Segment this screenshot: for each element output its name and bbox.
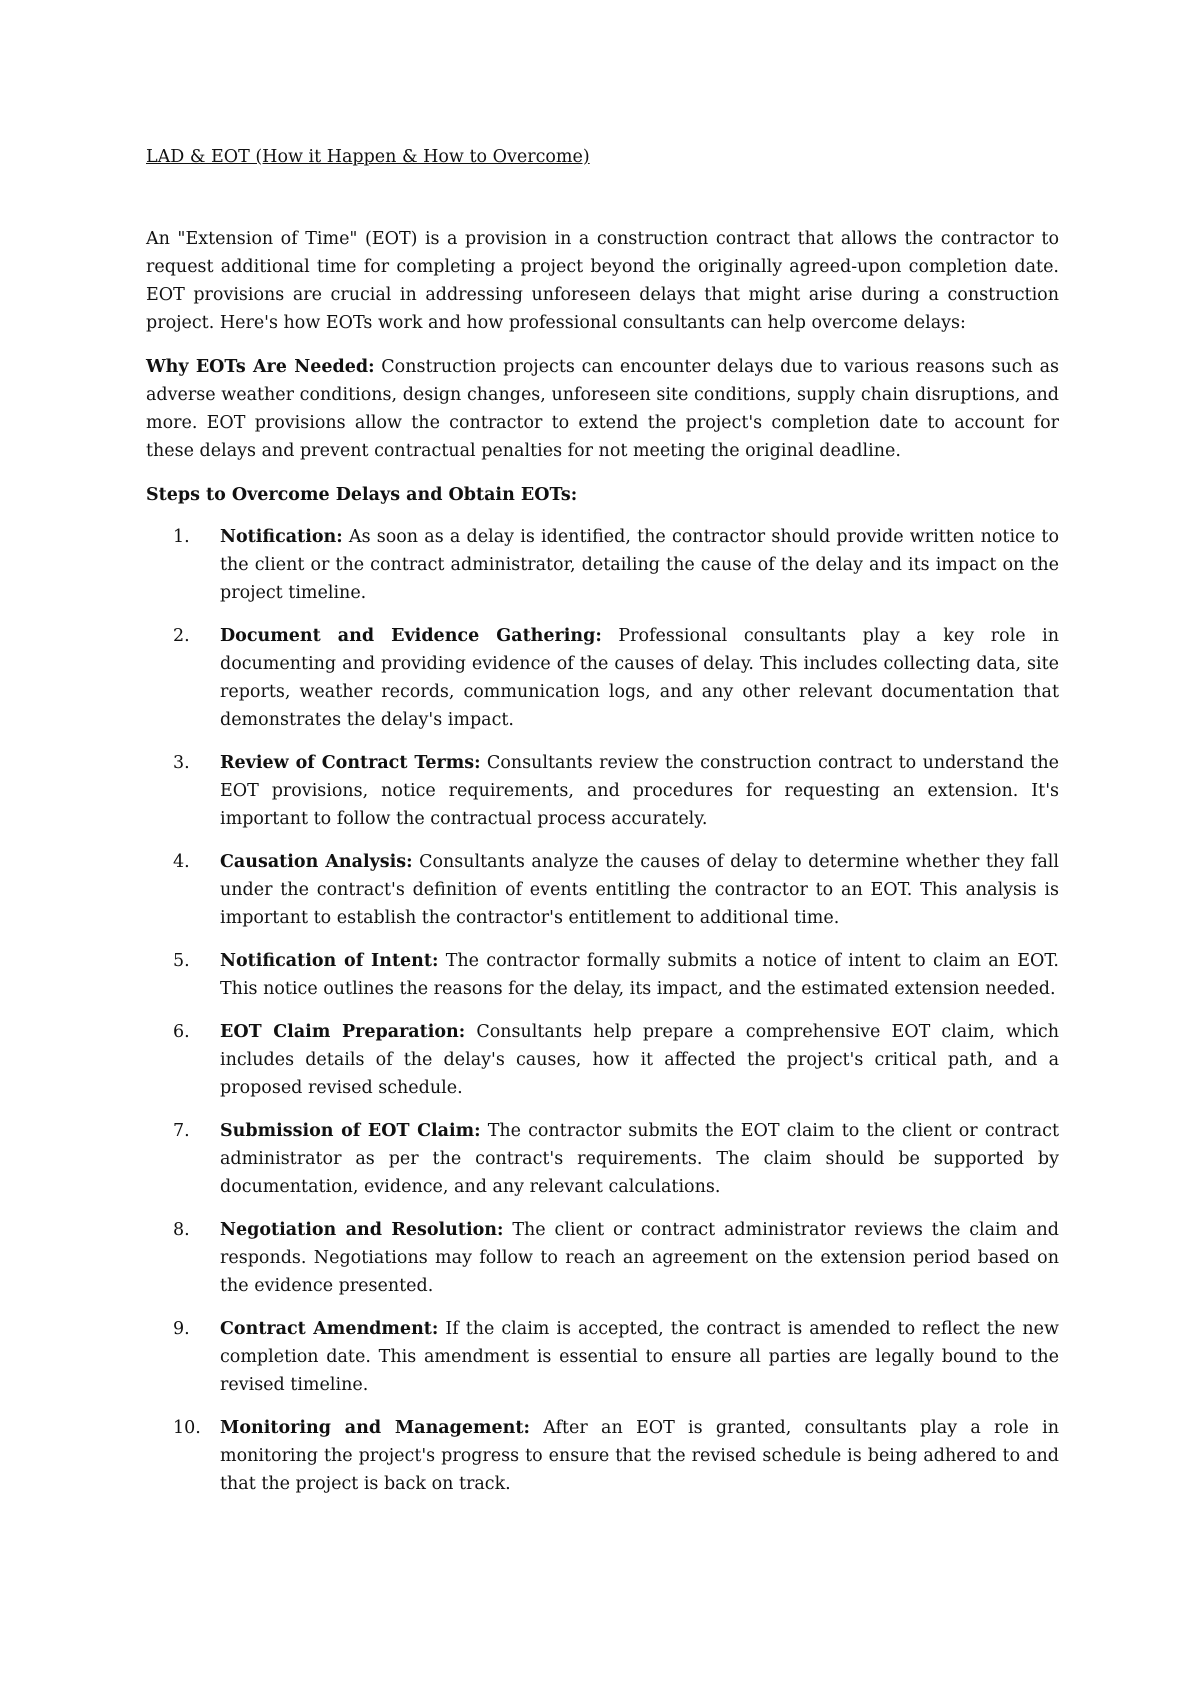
- step-text: Consultants review the construction contract to understand the EOT provisions, notice requirements, and procedures for requesting an extension. It's important to follow the contractual process accurately.: [220, 753, 1059, 829]
- step-item: [146, 848, 1059, 932]
- step-lead: Document and Evidence Gathering:: [220, 626, 602, 646]
- step-number: 4.: [173, 852, 190, 872]
- step-text: After an EOT is granted, consultants play a role in monitoring the project's progress to ensure that the revised schedule is being adhered to and that the project is back on track.: [220, 1418, 1060, 1494]
- step-lead: Notification:: [220, 527, 343, 547]
- step-text: The client or contract administrator reviews the claim and responds. Negotiations may follow to reach an agreement on the extension period based on the evidence presented.: [220, 1220, 1059, 1296]
- step-text: Professional consultants play a key role in documenting and providing evidence of the causes of delay. This includes collecting data, site reports, weather records, communication logs, and any other relevant documentation that demonstrates the delay's impact.: [220, 626, 1059, 730]
- intro-paragraph: An "Extension of Time" (EOT) is a provision in a construction contract that allows the contractor to request additional time for completing a project beyond the originally agreed-upon completion date. EOT provisions are crucial in addressing unforeseen delays that might arise during a construction project. Here's how EOTs work and how professional consultants can help overcome delays:: [146, 229, 1059, 333]
- step-item: [146, 622, 1059, 734]
- step-item: [146, 749, 1059, 833]
- why-eots-heading: Why EOTs Are Needed:: [146, 357, 375, 377]
- document-title: LAD & EOT (How it Happen & How to Overcome): [146, 147, 590, 167]
- step-item: [146, 1216, 1059, 1300]
- document-body: [146, 143, 1059, 1513]
- step-lead: Submission of EOT Claim:: [220, 1121, 481, 1141]
- steps-heading: Steps to Overcome Delays and Obtain EOTs:: [146, 485, 578, 505]
- step-text: Consultants analyze the causes of delay to determine whether they fall under the contract's definition of events entitling the contractor to an EOT. This analysis is important to establish the contractor's entitlement to additional time.: [220, 852, 1059, 928]
- step-item: [146, 1315, 1059, 1399]
- steps-list: [146, 523, 1059, 1498]
- step-number: 5.: [173, 951, 190, 971]
- step-lead: Monitoring and Management:: [220, 1418, 530, 1438]
- step-number: 3.: [173, 753, 190, 773]
- step-number: 8.: [173, 1220, 190, 1240]
- step-number: 1.: [173, 527, 190, 547]
- step-text: As soon as a delay is identified, the contractor should provide written notice to the client or the contract administrator, detailing the cause of the delay and its impact on the project timeline.: [220, 527, 1059, 603]
- step-item: [146, 1018, 1059, 1102]
- step-lead: Review of Contract Terms:: [220, 753, 481, 773]
- step-item: [146, 1117, 1059, 1201]
- step-item: [146, 947, 1059, 1003]
- step-item: [146, 523, 1059, 607]
- step-number: 2.: [173, 626, 190, 646]
- why-eots-text: Construction projects can encounter delays due to various reasons such as adverse weather conditions, design changes, unforeseen site conditions, supply chain disruptions, and more. EOT provisions allow the contractor to extend the project's completion date to account for these delays and prevent contractual penalties for not meeting the original deadline.: [146, 357, 1060, 461]
- why-eots-paragraph: [146, 353, 1059, 465]
- step-text: If the claim is accepted, the contract is amended to reflect the new completion date. This amendment is essential to ensure all parties are legally bound to the revised timeline.: [220, 1319, 1060, 1395]
- step-number: 9.: [173, 1319, 190, 1339]
- step-text: The contractor submits the EOT claim to the client or contract administrator as per the contract's requirements. The claim should be supported by documentation, evidence, and any relevant calculations.: [220, 1121, 1059, 1197]
- step-item: [146, 1414, 1059, 1498]
- step-number: 7.: [173, 1121, 190, 1141]
- step-text: Consultants help prepare a comprehensive EOT claim, which includes details of the delay's causes, how it affected the project's critical path, and a proposed revised schedule.: [220, 1022, 1060, 1098]
- step-number: 6.: [173, 1022, 190, 1042]
- step-lead: Negotiation and Resolution:: [220, 1220, 504, 1240]
- step-number: 10.: [173, 1418, 201, 1438]
- step-text: The contractor formally submits a notice of intent to claim an EOT. This notice outlines the reasons for the delay, its impact, and the estimated extension needed.: [220, 951, 1059, 999]
- step-lead: Causation Analysis:: [220, 852, 413, 872]
- step-lead: Contract Amendment:: [220, 1319, 439, 1339]
- step-lead: EOT Claim Preparation:: [220, 1022, 466, 1042]
- step-lead: Notification of Intent:: [220, 951, 439, 971]
